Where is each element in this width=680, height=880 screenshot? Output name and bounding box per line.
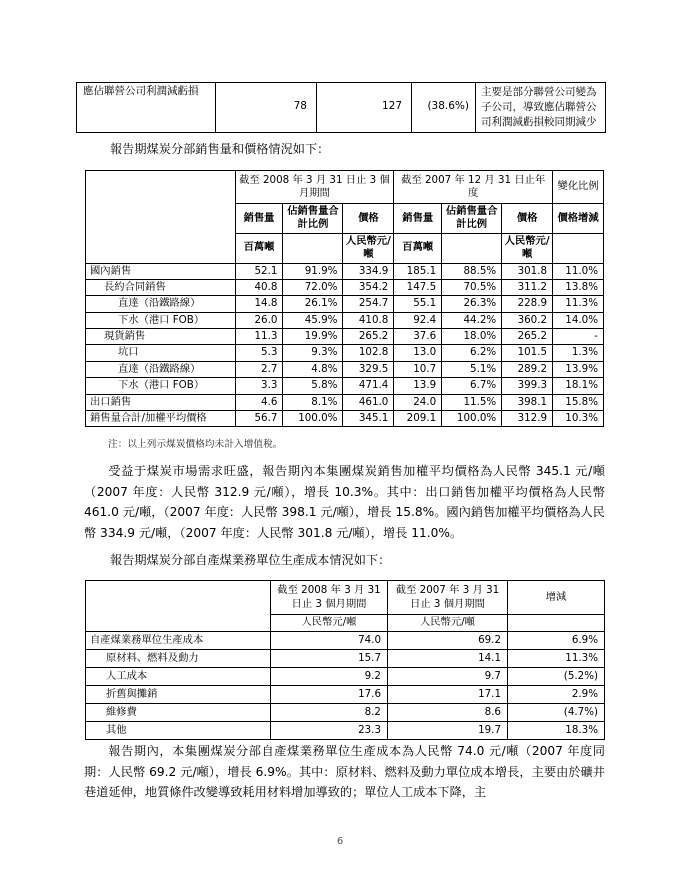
sales-cell: 26.0	[235, 312, 283, 328]
sales-table-period-2007: 截至 2007 年 12 月 31 日止年度	[394, 171, 553, 204]
sales-table-subheader-volume-2008: 銷售量	[235, 204, 283, 234]
cost-cell: 11.3%	[508, 650, 605, 668]
cost-row-label: 維修費	[86, 704, 271, 722]
sales-cell: 329.5	[343, 361, 394, 377]
sales-table-unit-price-2007: 人民幣元/噸	[502, 233, 553, 263]
sales-cell: 185.1	[394, 263, 442, 279]
coal-sales-volume-price-table	[85, 170, 604, 427]
table-row	[86, 312, 604, 328]
table-row	[77, 83, 606, 133]
table-row	[86, 345, 604, 361]
sales-table-note: 注：以上列示煤炭價格均未計入增值稅。	[108, 439, 283, 450]
sales-table-subheader-price-2007: 價格	[502, 204, 553, 234]
cost-cell: 9.7	[388, 668, 508, 686]
sales-row-label: 出口銷售	[86, 394, 236, 410]
cost-cell: 8.6	[388, 704, 508, 722]
sales-cell: 15.8%	[553, 394, 604, 410]
cost-table-unit-2008: 人民幣元/噸	[271, 615, 388, 632]
cost-cell: 19.7	[388, 722, 508, 740]
sales-table-unit-change	[553, 233, 604, 263]
sales-cell: 101.5	[502, 345, 553, 361]
sales-row-label: 國內銷售	[86, 263, 236, 279]
table-row	[86, 650, 605, 668]
table-row	[86, 329, 604, 345]
sales-cell: 26.1%	[283, 296, 343, 312]
sales-cell: 9.3%	[283, 345, 343, 361]
cost-table-unit-2007: 人民幣元/噸	[388, 615, 508, 632]
cost-cell: 17.1	[388, 686, 508, 704]
sales-cell: 13.0	[394, 345, 442, 361]
page-number: 6	[336, 836, 344, 847]
sales-cell: 55.1	[394, 296, 442, 312]
sales-table-unit-volume-2008: 百萬噸	[235, 233, 283, 263]
table-row	[86, 361, 604, 377]
sales-table-corner-cell	[86, 171, 236, 264]
sales-cell: 11.3%	[553, 296, 604, 312]
sales-row-label: 直達（沿鐵路線）	[86, 296, 236, 312]
table-row	[86, 632, 605, 650]
sales-table-subheader-price-change: 價格增減	[553, 204, 604, 234]
sales-table-subheader-volume-2007: 銷售量	[394, 204, 442, 234]
cost-table-corner-cell	[86, 581, 271, 632]
sales-cell: 399.3	[502, 378, 553, 394]
cost-table-period-2008: 截至 2008 年 3 月 31 日止 3 個月期間	[271, 581, 388, 615]
sales-row-label: 坑口	[86, 345, 236, 361]
paragraph-sales-price-commentary: 受益于煤炭市場需求旺盛，報告期內本集團煤炭銷售加權平均價格為人民幣 345.1 元/噸（2007 年度：人民幣 312.9 元/噸），增長 10.3%。其中：出口銷售加權平均價格為人民幣 461.0 元/噸，（2007 年度：人民幣 398.1 元/噸），增長 15.8%。國內銷售加權平均價格為人民幣 334.9 元/噸，（2007 年度：人民幣 301.8 元/噸），增長 11.0%。	[84, 464, 605, 541]
cost-cell: 14.1	[388, 650, 508, 668]
cost-row-label: 折舊與攤銷	[86, 686, 271, 704]
sales-row-label: 長約合同銷售	[86, 279, 236, 295]
sales-cell: 8.1%	[283, 394, 343, 410]
sales-table-period-2008: 截至 2008 年 3 月 31 日止 3 個月期間	[235, 171, 394, 204]
sales-cell: 56.7	[235, 410, 283, 426]
sales-cell: 345.1	[343, 410, 394, 426]
sales-cell: 301.8	[502, 263, 553, 279]
associates-profit-table	[76, 82, 606, 133]
sales-cell: 254.7	[343, 296, 394, 312]
sales-cell: 10.7	[394, 361, 442, 377]
sales-cell: 398.1	[502, 394, 553, 410]
sales-cell: 100.0%	[283, 410, 343, 426]
sales-cell: 471.4	[343, 378, 394, 394]
sales-table-period-change: 變化比例	[553, 171, 604, 204]
sales-cell: 18.1%	[553, 378, 604, 394]
sales-cell: 5.1%	[442, 361, 502, 377]
cost-cell: 2.9%	[508, 686, 605, 704]
sales-table-unit-price-2008: 人民幣元/噸	[343, 233, 394, 263]
sales-cell: 5.3	[235, 345, 283, 361]
table-row	[86, 668, 605, 686]
sales-table-subheader-price-2008: 價格	[343, 204, 394, 234]
top-table-remark: 主要是部分聯營公司變為子公司，導致應佔聯營公司利潤減虧損較同期減少	[476, 83, 606, 133]
cost-cell: 8.2	[271, 704, 388, 722]
cost-row-label: 原材料、燃料及動力	[86, 650, 271, 668]
unit-production-cost-table	[85, 580, 605, 740]
cost-cell: 9.2	[271, 668, 388, 686]
sales-cell: 88.5%	[442, 263, 502, 279]
table-row	[86, 263, 604, 279]
sales-table-unit-share-2008	[283, 233, 343, 263]
sales-cell: 4.8%	[283, 361, 343, 377]
top-table-value-current: 78	[216, 83, 317, 133]
sales-table-unit-volume-2007: 百萬噸	[394, 233, 442, 263]
sales-table-subheader-share-2007: 佔銷售量合計比例	[442, 204, 502, 234]
sales-cell: 5.8%	[283, 378, 343, 394]
cost-cell: 74.0	[271, 632, 388, 650]
cost-row-label: 自產煤業務單位生產成本	[86, 632, 271, 650]
sales-cell: 4.6	[235, 394, 283, 410]
cost-cell: 69.2	[388, 632, 508, 650]
cost-cell: 23.3	[271, 722, 388, 740]
table-row	[86, 378, 604, 394]
sales-row-label: 現貨銷售	[86, 329, 236, 345]
top-table-row-label: 應佔聯營公司利潤減虧損	[77, 83, 216, 133]
cost-table-period-2007: 截至 2007 年 3 月 31 日止 3 個月期間	[388, 581, 508, 615]
top-table-value-prior: 127	[317, 83, 412, 133]
cost-table-period-header-row	[86, 581, 605, 615]
cost-table-unit-change	[508, 615, 605, 632]
paragraph-cost-commentary: 報告期內，本集團煤炭分部自產煤業務單位生產成本為人民幣 74.0 元/噸（2007 年度同期：人民幣 69.2 元/噸），增長 6.9%。其中：原材料、燃料及動力單位成本增長，主要由於礦井巷道延伸，地質條件改變導致耗用材料增加導致的；單位人工成本下降，主	[84, 744, 605, 800]
top-table-change: (38.6%)	[412, 83, 476, 133]
sales-cell: 360.2	[502, 312, 553, 328]
sales-cell: -	[553, 329, 604, 345]
table-row	[86, 296, 604, 312]
sales-cell: 334.9	[343, 263, 394, 279]
table-row	[86, 686, 605, 704]
sales-cell: 228.9	[502, 296, 553, 312]
sales-cell: 147.5	[394, 279, 442, 295]
sales-row-label: 直達（沿鐵路線）	[86, 361, 236, 377]
cost-cell: (4.7%)	[508, 704, 605, 722]
sales-row-label: 下水（港口 FOB）	[86, 312, 236, 328]
cost-row-label: 人工成本	[86, 668, 271, 686]
table-row	[86, 279, 604, 295]
sales-row-label-total: 銷售量合計/加權平均價格	[86, 410, 236, 426]
sales-cell: 2.7	[235, 361, 283, 377]
sales-cell: 265.2	[502, 329, 553, 345]
table-row	[86, 704, 605, 722]
sales-cell: 312.9	[502, 410, 553, 426]
sales-cell: 18.0%	[442, 329, 502, 345]
sales-cell: 209.1	[394, 410, 442, 426]
sales-cell: 72.0%	[283, 279, 343, 295]
sales-cell: 6.7%	[442, 378, 502, 394]
sales-cell: 11.0%	[553, 263, 604, 279]
sales-cell: 45.9%	[283, 312, 343, 328]
sales-table-subheader-share-2008: 佔銷售量合計比例	[283, 204, 343, 234]
sales-cell: 3.3	[235, 378, 283, 394]
sales-cell: 14.8	[235, 296, 283, 312]
sales-cell: 100.0%	[442, 410, 502, 426]
sales-cell: 14.0%	[553, 312, 604, 328]
lead-in-cost-table: 報告期煤炭分部自產煤業務單位生產成本情況如下：	[110, 553, 391, 567]
sales-cell: 52.1	[235, 263, 283, 279]
sales-cell: 461.0	[343, 394, 394, 410]
sales-cell: 37.6	[394, 329, 442, 345]
sales-cell: 102.8	[343, 345, 394, 361]
table-row	[86, 722, 605, 740]
sales-cell: 11.5%	[442, 394, 502, 410]
sales-cell: 311.2	[502, 279, 553, 295]
sales-cell: 24.0	[394, 394, 442, 410]
sales-cell: 40.8	[235, 279, 283, 295]
sales-cell: 44.2%	[442, 312, 502, 328]
sales-cell: 10.3%	[553, 410, 604, 426]
sales-row-label: 下水（港口 FOB）	[86, 378, 236, 394]
sales-cell: 1.3%	[553, 345, 604, 361]
sales-cell: 70.5%	[442, 279, 502, 295]
cost-cell: (5.2%)	[508, 668, 605, 686]
sales-table-unit-share-2007	[442, 233, 502, 263]
cost-cell: 15.7	[271, 650, 388, 668]
cost-cell: 6.9%	[508, 632, 605, 650]
sales-table-period-header-row	[86, 171, 604, 204]
sales-cell: 13.9	[394, 378, 442, 394]
sales-cell: 6.2%	[442, 345, 502, 361]
table-row	[86, 394, 604, 410]
sales-cell: 13.8%	[553, 279, 604, 295]
sales-cell: 11.3	[235, 329, 283, 345]
sales-cell: 91.9%	[283, 263, 343, 279]
cost-table-period-change: 增減	[508, 581, 605, 615]
sales-cell: 92.4	[394, 312, 442, 328]
sales-cell: 354.2	[343, 279, 394, 295]
sales-cell: 19.9%	[283, 329, 343, 345]
sales-cell: 265.2	[343, 329, 394, 345]
sales-cell: 410.8	[343, 312, 394, 328]
sales-cell: 289.2	[502, 361, 553, 377]
cost-cell: 18.3%	[508, 722, 605, 740]
lead-in-sales-table: 報告期煤炭分部銷售量和價格情況如下：	[110, 142, 330, 156]
sales-cell: 26.3%	[442, 296, 502, 312]
sales-cell: 13.9%	[553, 361, 604, 377]
table-row	[86, 410, 604, 426]
cost-row-label: 其他	[86, 722, 271, 740]
cost-cell: 17.6	[271, 686, 388, 704]
